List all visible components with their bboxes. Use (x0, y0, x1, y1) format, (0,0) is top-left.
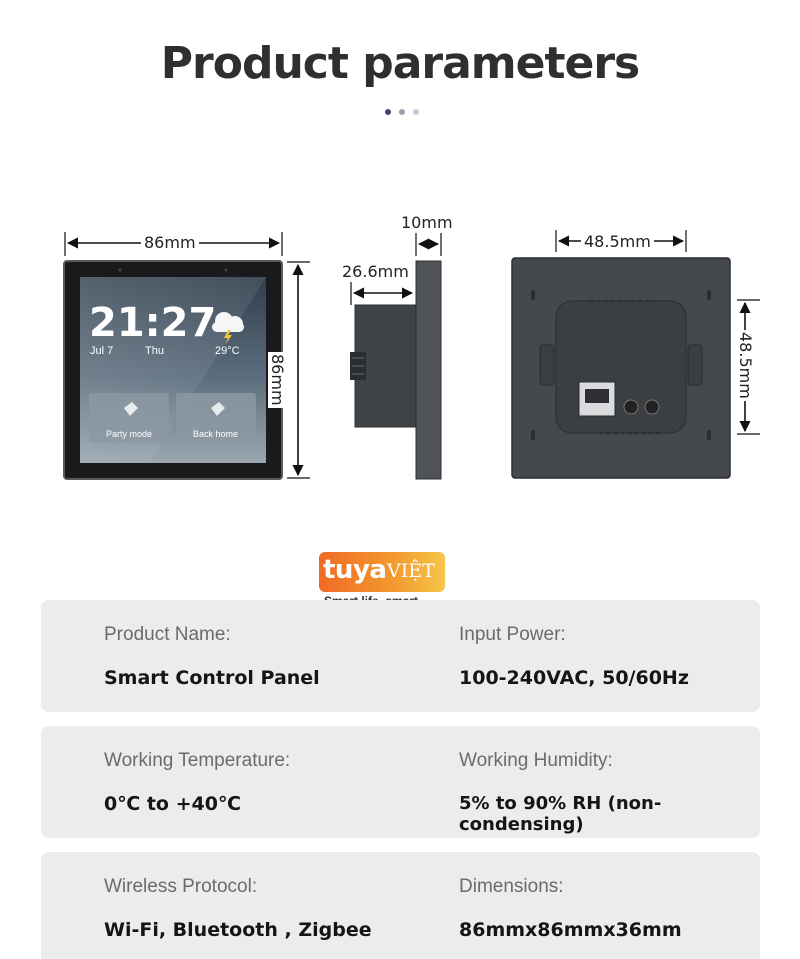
back-module (556, 301, 686, 433)
spec-label: Input Power: (459, 624, 566, 645)
screen-date: Jul 7 (90, 345, 114, 357)
side-panel (416, 261, 441, 479)
back-view (512, 230, 760, 478)
spec-card-2 (41, 726, 760, 838)
logo-suffix: VIỆT (387, 560, 435, 582)
spec-value: 86mmx86mmx36mm (459, 919, 682, 941)
front-height-label: 86mm (268, 354, 287, 406)
spec-label: Product Name: (104, 624, 231, 645)
logo-badge (319, 552, 445, 592)
tile-2-label: Back home (193, 429, 239, 439)
spec-value: 0℃ to +40℃ (104, 793, 241, 815)
back-width-label: 48.5mm (581, 232, 654, 251)
screen-time: 21:27 (89, 300, 217, 346)
spec-label: Dimensions: (459, 876, 564, 897)
front-width-label: 86mm (141, 233, 199, 252)
back-height-label: 48.5mm (736, 332, 755, 399)
side-depth-label: 10mm (398, 213, 456, 232)
spec-label: Working Humidity: (459, 750, 613, 771)
tile-1-label: Party mode (106, 429, 153, 439)
spec-value: 100-240VAC, 50/60Hz (459, 667, 689, 689)
page-title: Product parameters (160, 38, 640, 89)
screen-temperature: 29°C (215, 345, 240, 357)
spec-label: Wireless Protocol: (104, 876, 258, 897)
logo-brand: tuya (323, 555, 387, 585)
spec-value: 5% to 90% RH (non-condensing) (459, 793, 662, 835)
spec-value: Wi-Fi, Bluetooth , Zigbee (104, 919, 372, 941)
spec-label: Working Temperature: (104, 750, 291, 771)
spec-card-3 (41, 852, 760, 959)
screen-weekday: Thu (145, 345, 164, 357)
side-body-label: 26.6mm (339, 262, 412, 281)
spec-value: Smart Control Panel (104, 667, 320, 689)
spec-card-1 (41, 600, 760, 712)
